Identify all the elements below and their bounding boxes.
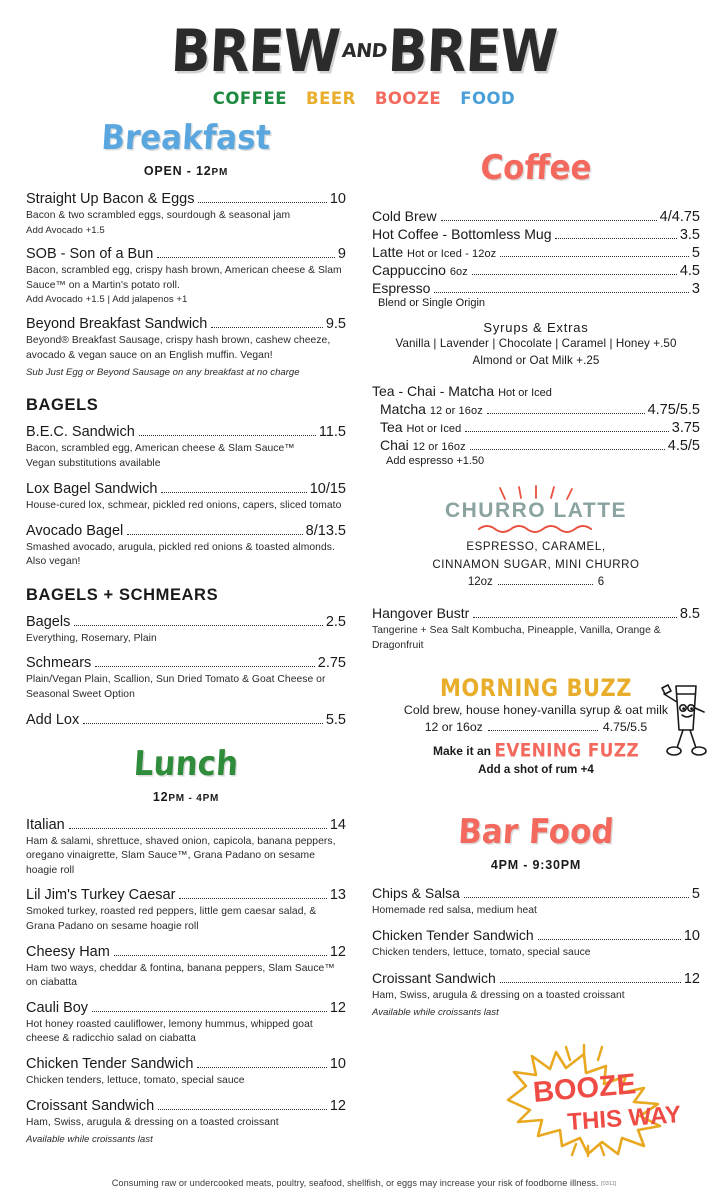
brand-tag-beer: BEER: [306, 89, 356, 108]
disclaimer-text: Consuming raw or undercooked meats, poultry, seafood, shellfish, or eggs may increase your risk of foodborne illness.: [111, 1178, 599, 1188]
menu-item-addon: Vegan substitutions available: [26, 458, 161, 470]
menu-item-name: Croissant Sandwich: [372, 969, 496, 986]
menu-item-qualifier: Hot or Iced: [406, 422, 462, 435]
menu-item-row: [26, 523, 346, 539]
price-leader-dots: [179, 898, 326, 899]
squiggle-underline-icon: [476, 524, 596, 534]
menu-item-name: Add Lox: [26, 711, 80, 728]
menu-item-price: 11.5: [318, 423, 346, 440]
price-leader-dots: [500, 256, 689, 257]
brand-tag-food: FOOD: [460, 89, 516, 108]
price-leader-dots: [92, 1011, 327, 1012]
section-title-coffee: Coffee: [479, 148, 593, 188]
menu-item-row: [372, 605, 700, 622]
brand-logo: [0, 18, 728, 86]
menu-columns: [0, 108, 728, 1156]
menu-item-price: 12: [329, 943, 346, 960]
price-leader-dots: [472, 274, 677, 275]
menu-item-name-text: Latte: [372, 244, 404, 260]
section-title-lunch: Lunch: [132, 743, 240, 784]
menu-item: [372, 226, 700, 243]
menu-item-name: Beyond Breakfast Sandwich: [26, 316, 208, 333]
menu-item-price: 12: [329, 1097, 346, 1114]
bar-food-hours: 4PM - 9:30PM: [490, 857, 582, 872]
price-leader-dots: [488, 730, 598, 731]
menu-item-row: [26, 614, 346, 630]
menu-item-name: Schmears: [26, 655, 92, 672]
evening-fuzz-addon: Add a shot of rum +4: [478, 762, 594, 776]
menu-item: [26, 712, 346, 728]
menu-item-row: [372, 208, 700, 225]
menu-item-name: SOB - Son of a Bun: [26, 246, 154, 263]
price-leader-dots: [69, 828, 327, 829]
menu-item-qualifier: 12 or 16oz: [429, 404, 483, 417]
menu-item: [26, 944, 346, 991]
menu-item-row: [26, 712, 346, 728]
price-leader-dots: [114, 955, 327, 956]
menu-item-name: Bagels: [26, 613, 71, 630]
menu-item-name: Chicken Tender Sandwich: [26, 1056, 194, 1073]
menu-item: [26, 655, 346, 702]
menu-item: [380, 419, 700, 436]
price-leader-dots: [197, 1067, 326, 1068]
menu-item: [372, 970, 700, 1020]
menu-item-price: 10: [683, 928, 700, 945]
menu-item-price: 10: [329, 191, 346, 207]
churro-latte-desc-1: ESPRESSO, CARAMEL,: [466, 540, 606, 553]
menu-item: [26, 614, 346, 647]
lunch-hours-start: 12: [152, 789, 169, 804]
morning-buzz-title: MORNING BUZZ: [440, 673, 632, 702]
menu-item-note: Sub Just Egg or Beyond Sausage on any breakfast at no charge: [26, 367, 300, 379]
menu-item-addon: Add Avocado +1.5 | Add jalapenos +1: [26, 294, 188, 306]
menu-item: [26, 817, 346, 879]
disclaimer-code: [0311]: [601, 1181, 617, 1187]
price-leader-dots: [487, 413, 645, 414]
menu-item-description: Bacon, scrambled egg, American cheese & Slam Sauce™: [26, 442, 295, 454]
menu-item-row: [26, 887, 346, 903]
price-leader-dots: [441, 220, 657, 221]
morning-buzz-desc: Cold brew, house honey-vanilla syrup & oat milk: [403, 702, 669, 717]
menu-item-name: Hangover Bustr: [372, 605, 470, 622]
menu-item-price: 8/13.5: [305, 522, 346, 539]
menu-item-price: 5: [691, 885, 700, 902]
menu-item-row: [372, 262, 700, 279]
menu-item-name: Espresso: [372, 280, 431, 296]
menu-item-name: Croissant Sandwich: [26, 1097, 155, 1114]
menu-item-qualifier: 12 or 16oz: [412, 440, 466, 453]
starburst-icon: [492, 1042, 704, 1158]
lunch-hours: [26, 790, 346, 804]
brand-tag-booze: BOOZE: [374, 89, 442, 108]
menu-item-description: Ham & salami, shrettuce, shaved onion, capicola, banana peppers, oregano vinaigrette, Slam Sauce™, Grana Padano on sesame hoagie roll: [26, 835, 336, 876]
evening-fuzz-title: EVENING FUZZ: [494, 739, 640, 762]
menu-item-row: [372, 280, 700, 297]
menu-item-name: Italian: [26, 816, 65, 833]
price-leader-dots: [83, 723, 323, 724]
menu-item-description: Chicken tenders, lettuce, tomato, special sauce: [26, 1075, 245, 1087]
menu-item-description: Smashed avocado, arugula, pickled red onions & toasted almonds. Also vegan!: [26, 541, 335, 568]
menu-item-row: [26, 944, 346, 960]
menu-item: [26, 1000, 346, 1047]
menu-item-name-text: Tea: [380, 418, 403, 435]
menu-item-name: [380, 419, 461, 435]
menu-item-name: Lox Bagel Sandwich: [26, 480, 158, 497]
breakfast-hours-text: OPEN - 12: [143, 164, 212, 178]
menu-item: [26, 1056, 346, 1089]
menu-item-price: 2.5: [325, 613, 346, 630]
price-leader-dots: [470, 449, 665, 450]
syrups-heading: Syrups & Extras: [483, 320, 589, 335]
cup-mascot-icon: [650, 668, 708, 760]
lunch-hours-mid: PM - 4: [168, 792, 203, 804]
tea-group-qualifier: Hot or Iced: [498, 386, 552, 399]
booze-badge-line-1: BOOZE: [531, 1068, 638, 1109]
menu-header: [0, 0, 728, 108]
menu-item-note: Available while croissants last: [26, 1134, 153, 1146]
churro-latte-feature: [372, 485, 700, 590]
booze-badge-line-2: THIS WAY: [566, 1101, 682, 1136]
menu-item-name: [372, 244, 496, 260]
menu-item-row: [372, 927, 700, 944]
menu-item-name: Avocado Bagel: [26, 522, 124, 539]
menu-item-description: Bacon & two scrambled eggs, sourdough & seasonal jam: [26, 210, 291, 221]
price-leader-dots: [161, 492, 306, 493]
menu-item-name: Lil Jim's Turkey Caesar: [26, 887, 176, 904]
menu-item-price: 3: [691, 281, 700, 297]
menu-column-right: [372, 120, 700, 1156]
menu-item-price: 3.5: [679, 227, 700, 243]
menu-item-price: 10/15: [309, 480, 346, 497]
make-it-an-label: Make it an: [432, 743, 491, 758]
menu-item-row: [26, 481, 346, 497]
menu-item-row: [372, 885, 700, 902]
price-leader-dots: [211, 327, 322, 328]
price-leader-dots: [74, 625, 322, 626]
section-title-bagels-schmears: BAGELS + SCHMEARS: [26, 585, 219, 604]
price-leader-dots: [157, 257, 335, 258]
syrups-line-2: Almond or Oat Milk +.25: [472, 354, 600, 368]
menu-item-price: 4.75/5.5: [647, 401, 700, 418]
menu-item-price: 12: [329, 999, 346, 1016]
menu-item-price: 9: [337, 246, 346, 263]
menu-item: [26, 424, 346, 472]
menu-item-price: 13: [329, 887, 346, 904]
footer-disclaimer: [0, 1178, 728, 1188]
menu-item-name: [380, 437, 466, 453]
menu-item-row: [26, 817, 346, 833]
morning-buzz-size: 12 or 16oz: [424, 719, 483, 734]
menu-item-name: Straight Up Bacon & Eggs: [26, 191, 195, 207]
menu-item: [380, 437, 700, 454]
menu-item-qualifier: Hot or Iced - 12oz: [407, 248, 497, 260]
price-leader-dots: [127, 534, 302, 535]
menu-item: [26, 246, 346, 307]
menu-item-price: 5: [691, 245, 700, 261]
price-leader-dots: [555, 238, 676, 239]
menu-item-name-text: Cappuccino: [372, 262, 446, 278]
menu-item: [26, 481, 346, 514]
menu-item-row: [26, 424, 346, 440]
price-leader-dots: [465, 431, 668, 432]
menu-item-description: Everything, Rosemary, Plain: [26, 632, 157, 644]
menu-item-description: Smoked turkey, roasted red peppers, little gem caesar salad, & Grana Padano on sesame hoagie roll: [26, 906, 317, 932]
menu-item-qualifier: 6oz: [449, 266, 468, 278]
lunch-hours-end: PM: [202, 792, 220, 804]
menu-item-row: [380, 437, 700, 454]
menu-item-price: 5.5: [325, 711, 346, 728]
logo-word-1: BREW: [169, 18, 342, 86]
menu-item-row: [26, 1000, 346, 1016]
price-leader-dots: [139, 435, 316, 436]
price-leader-dots: [198, 202, 326, 203]
menu-item-row: [380, 419, 700, 436]
price-leader-dots: [498, 584, 593, 585]
menu-item-row: [372, 244, 700, 261]
menu-item: [372, 208, 700, 225]
churro-latte-price-row: [372, 576, 700, 589]
menu-item-description: Beyond® Breakfast Sausage, crispy hash brown, cashew cheeze, avocado & vegan sauce on an English muffin. Vegan!: [26, 335, 331, 361]
menu-item-price: 3.75: [671, 419, 700, 436]
breakfast-hours-suffix: PM: [211, 167, 229, 178]
price-leader-dots: [473, 617, 677, 618]
morning-buzz-feature: [372, 673, 700, 776]
menu-item: [372, 605, 700, 653]
churro-latte-size: 12oz: [467, 576, 493, 589]
menu-item: [372, 885, 700, 919]
menu-item-price: 10: [329, 1056, 346, 1073]
menu-item-description: Homemade red salsa, medium heat: [372, 904, 537, 916]
menu-item-description: Hot honey roasted cauliflower, lemony hummus, whipped goat cheese & radicchio salad on ciabatta: [26, 1018, 313, 1045]
menu-item-description: Ham, Swiss, arugula & dressing on a toasted croissant: [26, 1116, 279, 1128]
churro-latte-desc-2: CINNAMON SUGAR, MINI CHURRO: [432, 558, 640, 571]
menu-item-name: Cold Brew: [372, 208, 437, 224]
menu-item-row: [26, 655, 346, 671]
menu-item-row: [372, 226, 700, 243]
menu-item-name: Cheesy Ham: [26, 943, 110, 960]
menu-item-price: 4/4.75: [659, 209, 700, 225]
price-leader-dots: [434, 292, 689, 293]
tea-group-name: Tea - Chai - Matcha: [372, 382, 495, 399]
menu-item: [372, 262, 700, 279]
brand-tagline: [0, 89, 728, 108]
section-title-bagels: BAGELS: [26, 395, 99, 414]
menu-item-name: [372, 262, 468, 278]
price-leader-dots: [538, 939, 681, 940]
menu-item-description: Tangerine + Sea Salt Kombucha, Pineapple, Vanilla, Orange & Dragonfruit: [372, 625, 661, 652]
churro-latte-price: 6: [597, 576, 605, 589]
section-title-bar-food: Bar Food: [457, 811, 615, 852]
brand-tag-coffee: COFFEE: [212, 89, 287, 108]
menu-item-price: 12: [683, 970, 700, 987]
menu-item-note: Available while croissants last: [372, 1007, 499, 1019]
tea-group-heading: [372, 383, 700, 399]
price-leader-dots: [95, 666, 314, 667]
breakfast-hours: [26, 164, 346, 178]
menu-item-name: Chips & Salsa: [372, 884, 460, 901]
morning-buzz-price: 4.75/5.5: [602, 719, 648, 734]
churro-latte-title: CHURRO LATTE: [444, 498, 628, 522]
menu-item-price: 4.5: [679, 263, 700, 279]
tea-addon: Add espresso +1.50: [386, 454, 485, 467]
booze-this-way-badge: [492, 1042, 704, 1158]
menu-item-row: [26, 316, 346, 332]
menu-item-description: Bacon, scrambled egg, crispy hash brown, American cheese & Slam Sauce™ on a Martin's potato roll.: [26, 265, 342, 291]
menu-item-name-text: Chai: [380, 436, 409, 453]
menu-item-name: Chicken Tender Sandwich: [372, 927, 534, 944]
menu-item-price: 14: [329, 816, 346, 833]
menu-column-left: [26, 120, 346, 1156]
menu-item: [26, 523, 346, 570]
syrups-line-1: Vanilla | Lavender | Chocolate | Caramel | Honey +.50: [395, 337, 677, 350]
menu-item-name-text: Matcha: [380, 400, 426, 417]
menu-item-addon: Add Avocado +1.5: [26, 224, 105, 236]
price-leader-dots: [464, 897, 689, 898]
price-leader-dots: [500, 982, 681, 983]
menu-item: [380, 401, 700, 418]
menu-item-price: 8.5: [679, 606, 700, 623]
menu-item: [26, 887, 346, 934]
menu-item: [26, 191, 346, 237]
section-title-breakfast: Breakfast: [100, 118, 272, 158]
menu-item-row: [26, 191, 346, 207]
menu-item: [26, 1098, 346, 1147]
menu-item-subnote: Blend or Single Origin: [378, 297, 486, 309]
menu-item-price: 2.75: [317, 655, 346, 672]
menu-item-description: Ham, Swiss, arugula & dressing on a toasted croissant: [372, 989, 625, 1001]
menu-item-name: Hot Coffee - Bottomless Mug: [372, 226, 552, 242]
menu-item: [372, 280, 700, 309]
logo-word-2: BREW: [386, 18, 559, 86]
menu-item: [372, 244, 700, 261]
menu-item-row: [380, 401, 700, 418]
menu-item-price: 4.5/5: [667, 437, 700, 454]
price-leader-dots: [158, 1109, 327, 1110]
menu-item-row: [26, 1056, 346, 1072]
menu-item-name: [380, 401, 483, 417]
menu-item-description: House-cured lox, schmear, pickled red onions, capers, sliced tomato: [26, 499, 342, 511]
menu-item-description: Plain/Vegan Plain, Scallion, Sun Dried Tomato & Goat Cheese or Seasonal Sweet Option: [26, 674, 326, 700]
menu-item-row: [26, 246, 346, 262]
menu-item-row: [372, 970, 700, 987]
menu-item-price: 9.5: [325, 316, 346, 333]
menu-item-description: Ham two ways, cheddar & fontina, banana peppers, Slam Sauce™ on ciabatta: [26, 962, 335, 989]
menu-item-name: Cauli Boy: [26, 999, 89, 1016]
menu-item: [26, 316, 346, 380]
menu-item-name: B.E.C. Sandwich: [26, 423, 135, 440]
menu-item-row: [26, 1098, 346, 1114]
logo-and: AND: [340, 40, 388, 62]
menu-item-description: Chicken tenders, lettuce, tomato, special sauce: [372, 947, 591, 959]
menu-item: [372, 927, 700, 961]
